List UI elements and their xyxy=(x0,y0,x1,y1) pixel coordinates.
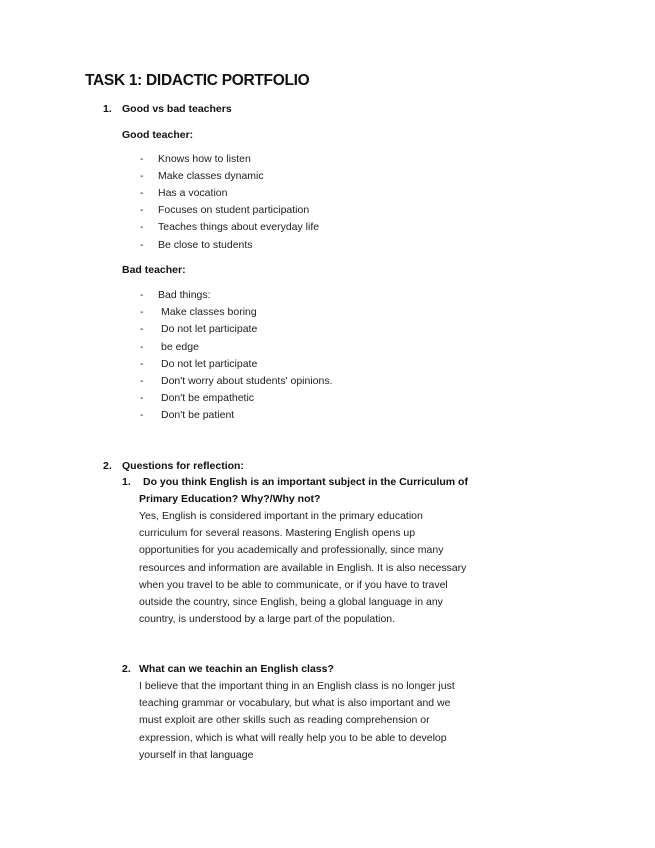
section-1-heading: Good vs bad teachers xyxy=(122,103,232,115)
bullet-dash: - xyxy=(140,392,144,404)
list-item: Don't worry about students' opinions. xyxy=(161,375,333,387)
list-item: Don't be empathetic xyxy=(161,392,255,404)
list-item: Has a vocation xyxy=(158,187,228,199)
bullet-dash: - xyxy=(140,306,144,318)
answer-line: expression, which is what will really help you to be able to develop xyxy=(139,731,447,744)
good-teacher-label: Good teacher: xyxy=(122,129,194,141)
answer-line: resources and information are available in English. It is also necessary xyxy=(139,561,467,574)
bullet-dash: - xyxy=(140,358,144,370)
answer-line: yourself in that language xyxy=(139,748,254,761)
bad-teacher-label: Bad teacher: xyxy=(122,264,186,276)
page-title: TASK 1: DIDACTIC PORTFOLIO xyxy=(85,72,310,89)
answer-line: curriculum for several reasons. Mastering English opens up xyxy=(139,527,416,540)
question-1-line-1: Do you think English is an important subject in the Curriculum of xyxy=(143,476,468,488)
bullet-dash: - xyxy=(140,170,144,182)
bullet-dash: - xyxy=(140,409,144,421)
bullet-dash: - xyxy=(140,187,144,199)
answer-line: country, is understood by a large part of the population. xyxy=(139,613,396,626)
section-2-number: 2. xyxy=(103,460,112,472)
answer-line: I believe that the important thing in an English class is no longer just xyxy=(139,680,455,692)
bullet-dash: - xyxy=(140,341,144,353)
answer-2-paragraph xyxy=(139,678,455,764)
bullet-dash: - xyxy=(140,153,144,165)
question-2-line-1: What can we teachin an English class? xyxy=(139,663,334,675)
question-2-number: 2. xyxy=(122,663,131,675)
bullet-dash: - xyxy=(140,239,144,251)
bullet-dash: - xyxy=(140,375,144,387)
bullet-dash: - xyxy=(140,204,144,216)
list-item: Do not let participate xyxy=(161,358,258,370)
bullet-dash: - xyxy=(140,323,144,335)
list-item: Knows how to listen xyxy=(158,153,251,165)
bullet-dash: - xyxy=(140,221,144,233)
list-item: Make classes dynamic xyxy=(158,170,264,182)
bullet-dash: - xyxy=(140,289,144,301)
list-item: Focuses on student participation xyxy=(158,204,310,216)
answer-line: must exploit are other skills such as reading comprehension or xyxy=(139,714,430,727)
list-item: be edge xyxy=(161,341,199,353)
answer-line: outside the country, since English, being a global language in any xyxy=(139,596,443,609)
list-item: Don't be patient xyxy=(161,409,235,421)
answer-line: opportunities for you academically and professionally, since many xyxy=(139,544,444,557)
question-1-number: 1. xyxy=(122,476,131,488)
list-item: Be close to students xyxy=(158,239,253,251)
section-2-heading: Questions for reflection: xyxy=(122,460,244,472)
answer-line: Yes, English is considered important in the primary education xyxy=(139,510,423,522)
answer-1-paragraph xyxy=(139,508,466,628)
list-item: Teaches things about everyday life xyxy=(158,221,320,233)
question-1-line-2: Primary Education? Why?/Why not? xyxy=(139,493,321,505)
list-item: Bad things: xyxy=(158,289,211,301)
list-item: Make classes boring xyxy=(161,306,257,318)
answer-line: when you travel to be able to communicate, or if you have to travel xyxy=(139,578,448,591)
section-1-number: 1. xyxy=(103,103,112,115)
answer-line: teaching grammar or vocabulary, but what is also important and we xyxy=(139,697,451,710)
list-item: Do not let participate xyxy=(161,323,258,335)
